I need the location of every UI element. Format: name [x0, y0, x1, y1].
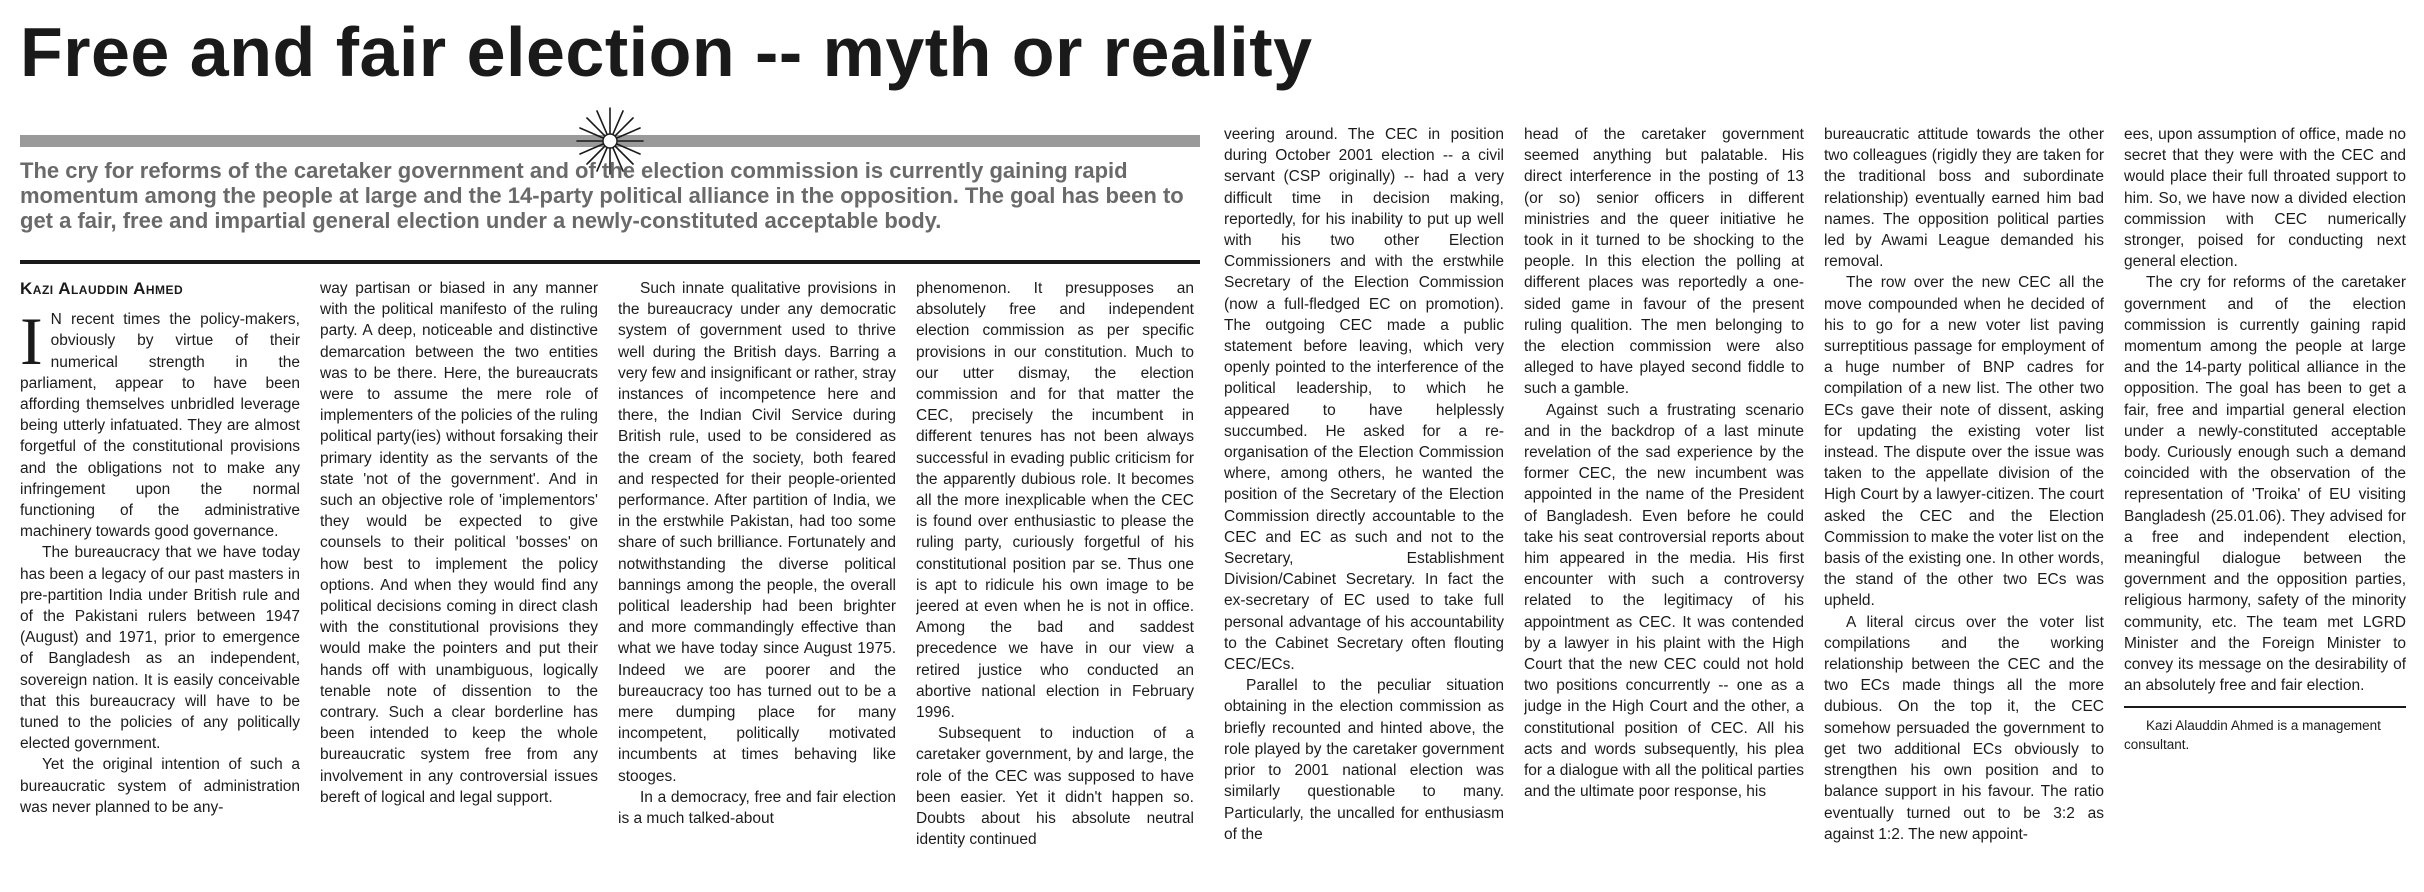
article-paragraph: Such innate qualitative provisions in the bureaucracy under any democratic system of government used to thrive well during the British days. Barring a very few and insignificant or rather, stray instances of incompetence here and there, the Indian Civil Service during British rule, used to be considered as the cream of the society, both feared and respected for their people-oriented performance. After partition of India, we in the erstwhile Pakistan, had too some share of such brilliance. Fortunately and notwithstanding the diverse political bannings among the people, the overall political leadership had been brighter and more commandingly effective than what we have today since August 1975. Indeed we are poorer and the bureaucracy too has turned out to be a mere dumping place for many incompetent, politically motivated incumbents at times behaving like stooges.	[618, 280, 896, 785]
endnote-rule	[2124, 706, 2406, 708]
article-column-8	[2124, 124, 2406, 890]
author-endnote: Kazi Alauddin Ahmed is a management consultant.	[2124, 718, 2381, 753]
article-paragraph: The row over the new CEC all the move compounded when he decided of his to go for a new voter list paving surreptitious passage for employment of a huge number of BNP cadres for compilation of a new list. The other two ECs gave their note of dissent, asking for updating the existing voter list instead. The dispute over the issue was taken to the appellate division of the High Court by a lawyer-citizen. The court asked the CEC and the Election Commission to make the voter list on the basis of the existing one. In other words, the stand of the other two ECs was upheld.	[1824, 274, 2104, 610]
article-paragraph: veering around. The CEC in position during October 2001 election -- a civil servant (CSP originally) -- had a very difficult time in decision making, reportedly, for his inability to put up well with his two other Election Commissioners and with the erstwhile Secretary of the Election Commission (now a full-fledged EC on promotion). The outgoing CEC made a public statement before leaving, which very openly pointed to the interference of the political leadership, to which he appeared to have helplessly succumbed. He asked for a re-organisation of the Election Commission where, among others, he wanted the position of the Secretary of the Election Commission directly accountable to the CEC and EC as such and not to the Secretary, Establishment Division/Cabinet Secretary. In fact the ex-secretary of EC used to take full personal advantage of his accountability to the Cabinet Secretary often flouting CEC/ECs.	[1224, 126, 1504, 674]
deck-rule-black	[20, 260, 1200, 264]
article-paragraph: The bureaucracy that we have today has been a legacy of our past masters in pre-partition India under British rule and of the Pakistani rulers between 1947 (August) and 1971, prior to emergence of Bangladesh as an independent, sovereign nation. It is easily conceivable that this bureaucracy will have to be tuned to the policies of any politically elected government.	[20, 544, 300, 753]
article-paragraph: I N recent times the policy-makers, obviously by virtue of their numerical strength in the parliament, appear to have been affording themselves unbridled leverage being utterly infatuated. They are almost forgetful of the constitutional provisions and the obligations not to make any infringement upon the normal functioning of the administrative machinery towards good governance.	[20, 303, 300, 541]
article-paragraph: Yet the original intention of such a bureaucratic system of administration was never planned to be any-	[20, 756, 300, 816]
article-paragraph: head of the caretaker government seemed anything but palatable. His direct interference in the posting of 13 (or so) senior officers in different ministries and the queer initiative he took in it turned to be shocking to the people. In this election the polling at different places was reportedly a one-sided game in favour of the present ruling qualition. The men belonging to the election commission were also alleged to have played second fiddle to such a gamble.	[1524, 126, 1804, 398]
article-paragraph: Against such a frustrating scenario and in the backdrop of a last minute revelation of the sad experience by the former CEC, the new incumbent was appointed in the name of the President of Bangladesh. Even before he could take his seat controversial reports about him appeared in the media. His first encounter with such a controversy related to the legitimacy of his appointment as CEC. It was contended by a lawyer in his plaint with the High Court that the new CEC could not hold two positions concurrently -- one as a judge in the High Court and the other, a constitutional position of CEC. All his acts and words subsequently, his plea for a dialogue with all the political parties and the ultimate poor response, his	[1524, 401, 1804, 801]
article-column-7	[1824, 124, 2104, 890]
article-paragraph: way partisan or biased in any manner with the political manifesto of the ruling party. A deep, noticeable and distinctive demarcation between the two entities was to be there. Here, the bureaucrats were to assume the mere role of implementers of the policies of the ruling political party(ies) without forsaking their primary identity as the servants of the state 'not of the government'. And in such an objective role of 'implementors' they would be expected to give counsels to their political 'bosses' on how best to implement the policy options. And when they would find any political decisions coming in direct clash with the constitutional provisions they would make the pointers and put their hands off with unambiguous, logically tenable note of dissention to the contrary. Such a clear borderline has been intended to keep the whole bureaucratic system free from any involvement in any controversial issues bereft of logical and legal support.	[320, 280, 598, 806]
article-paragraph: bureaucratic attitude towards the other two colleagues (rigidly they are taken for the traditional boss and subordinate relationship) eventually earned him bad names. The opposition political parties led by Awami League demanded his removal.	[1824, 126, 2104, 271]
article-paragraph: The cry for reforms of the caretaker government and of the election commission is currently gaining rapid momentum among the people at large and the 14-party political alliance in the opposition. The goal has been to get a fair, free and impartial general election under a newly-constituted acceptable body. Curiously enough such a demand coincided with the observation of the representation of 'Troika' of EU visiting Bangladesh (25.01.06). They advised for a free and independent election, meaningful dialogue between the government and the opposition parties, religious harmony, safety of the minority community, etc. The team met LGRD Minister and the Foreign Minister to convey its message on the desirability of an absolutely free and fair election.	[2124, 274, 2406, 695]
article-deck: The cry for reforms of the caretaker government and of the election commission is currently gaining rapid momentum among the people at large and the 14-party political alliance in the opposition. The goal has been to get a fair, free and impartial general election under a newly-constituted acceptable body.	[20, 158, 1184, 233]
article-column-1	[20, 278, 300, 890]
drop-cap: I	[20, 303, 43, 380]
article-paragraph: A literal circus over the voter list compilations and the working relationship between the CEC and the two ECs made things all the more dubious. On the top it, the CEC somehow persuaded the government to get two additional ECs obviously to strengthen his own position and to balance support in his favour. The ratio eventually turned out to be 3:2 as against 1:2. The new appoint-	[1824, 613, 2104, 843]
article-column-6	[1524, 124, 1804, 890]
article-paragraph: ees, upon assumption of office, made no secret that they were with the CEC and would place their full throated support to him. So, we have now a divided election commission with CEC numerically stronger, poised for conducting next general election.	[2124, 126, 2406, 271]
article-column-3	[618, 278, 896, 890]
article-column-2	[320, 278, 598, 890]
article-column-4	[916, 278, 1194, 890]
headline: Free and fair election -- myth or reality	[20, 13, 1313, 91]
article-paragraph: phenomenon. It presupposes an absolutely free and independent election commission as per specific provisions in our constitution. Much to our utter dismay, the election commission and for that matter the CEC, precisely the incumbent in different tenures has not been always successful in evading public criticism for the apparently dubious role. It becomes all the more inexplicable when the CEC is found over enthusiastic to please the ruling party, curiously forgetful of his constitutional position par se. Thus one is apt to ridicule his own image to be jeered at even when he is not in office. Among the bad and saddest precedence we have in our view a retired justice who conducted an abortive national election in February 1996.	[916, 280, 1194, 722]
byline: Kazi Alauddin Ahmed	[20, 279, 184, 298]
article-column-5	[1224, 124, 1504, 890]
article-paragraph: Parallel to the peculiar situation obtaining in the election commission as briefly recounted and hinted above, the role played by the caretaker government prior to 2001 national election was similarly questionable to many. Particularly, the uncalled for enthusiasm of the	[1224, 677, 1504, 843]
article-paragraph: In a democracy, free and fair election is a much talked-about	[618, 788, 896, 828]
article-paragraph: Subsequent to induction of a caretaker government, by and large, the role of the CEC was supposed to have been easier. Yet it didn't happen so. Doubts about his absolute neutral identity continued	[916, 725, 1194, 849]
